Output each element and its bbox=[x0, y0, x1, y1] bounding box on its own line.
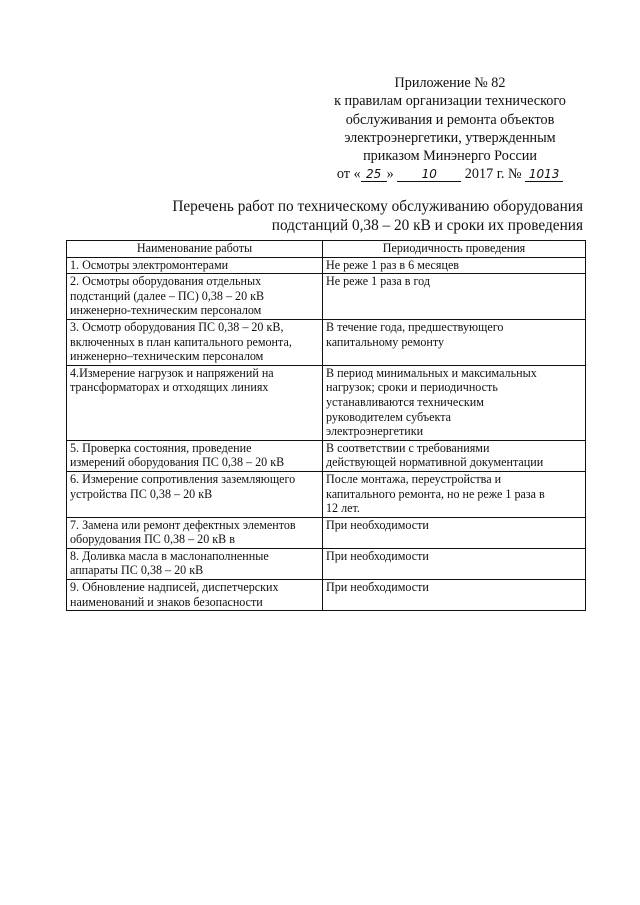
work-name-cell: 1. Осмотры электромонтерами bbox=[67, 257, 323, 274]
periodicity-cell: В период минимальных и максимальных нагрузок; сроки и периодичность устанавливаются техническим руководителем субъекта электроэнергетики bbox=[323, 365, 586, 440]
work-name-cell: 6. Измерение сопротивления заземляющего устройства ПС 0,38 – 20 кВ bbox=[67, 471, 323, 517]
appendix-line-order: приказом Минэнерго России bbox=[363, 148, 537, 165]
work-name-cell: 7. Замена или ремонт дефектных элементов оборудования ПС 0,38 – 20 кВ в bbox=[67, 517, 323, 548]
periodicity-cell: Не реже 1 раза в год bbox=[323, 274, 586, 320]
table-row bbox=[67, 440, 586, 471]
table-row bbox=[67, 517, 586, 548]
work-name-cell: 9. Обновление надписей, диспетчерских наименований и знаков безопасности bbox=[67, 580, 323, 611]
periodicity-cell: Не реже 1 раз в 6 месяцев bbox=[323, 257, 586, 274]
works-table bbox=[66, 240, 586, 611]
periodicity-cell: При необходимости bbox=[323, 517, 586, 548]
handwritten-order-number: 1013 bbox=[525, 167, 563, 182]
table-row bbox=[67, 580, 586, 611]
table-row bbox=[67, 274, 586, 320]
appendix-date-line bbox=[300, 165, 600, 183]
periodicity-cell: При необходимости bbox=[323, 548, 586, 579]
work-name-cell: 4.Измерение нагрузок и напряжений на трансформаторах и отходящих линиях bbox=[67, 365, 323, 440]
header-periodicity: Периодичность проведения bbox=[323, 241, 586, 258]
appendix-line-maintenance: обслуживания и ремонта объектов bbox=[345, 111, 555, 128]
date-prefix: от « bbox=[336, 166, 361, 183]
work-name-cell: 3. Осмотр оборудования ПС 0,38 – 20 кВ, включенных в план капитального ремонта, инженерно–техническим персоналом bbox=[67, 319, 323, 365]
table-row bbox=[67, 257, 586, 274]
document-title-line-1: Перечень работ по техническому обслуживанию оборудования bbox=[172, 198, 583, 215]
handwritten-day: 25 bbox=[361, 167, 387, 182]
table-header-row bbox=[67, 241, 586, 258]
table-row bbox=[67, 548, 586, 579]
appendix-line-approved: электроэнергетики, утвержденным bbox=[344, 129, 556, 146]
appendix-line-rules: к правилам организации технического bbox=[334, 93, 566, 110]
document-title-line-2: подстанций 0,38 – 20 кВ и сроки их проведения bbox=[271, 217, 583, 234]
work-name-cell: 5. Проверка состояния, проведение измерений оборудования ПС 0,38 – 20 кВ bbox=[67, 440, 323, 471]
table-row bbox=[67, 471, 586, 517]
table-row bbox=[67, 319, 586, 365]
header-work-name: Наименование работы bbox=[67, 241, 323, 258]
periodicity-cell: В соответствии с требованиями действующей нормативной документации bbox=[323, 440, 586, 471]
date-close-quote: » bbox=[386, 166, 394, 183]
appendix-header bbox=[300, 74, 600, 184]
year-and-number-label: 2017 г. № bbox=[464, 166, 522, 183]
table-row bbox=[67, 365, 586, 440]
periodicity-cell: В течение года, предшествующего капитальному ремонту bbox=[323, 319, 586, 365]
handwritten-month: 10 bbox=[397, 167, 461, 182]
periodicity-cell: При необходимости bbox=[323, 580, 586, 611]
document-title bbox=[163, 197, 583, 235]
work-name-cell: 2. Осмотры оборудования отдельных подстанций (далее – ПС) 0,38 – 20 кВ инженерно-техническим персоналом bbox=[67, 274, 323, 320]
work-name-cell: 8. Доливка масла в маслонаполненные аппараты ПС 0,38 – 20 кВ bbox=[67, 548, 323, 579]
appendix-number: Приложение № 82 bbox=[394, 75, 506, 91]
periodicity-cell: После монтажа, переустройства и капитального ремонта, но не реже 1 раза в 12 лет. bbox=[323, 471, 586, 517]
